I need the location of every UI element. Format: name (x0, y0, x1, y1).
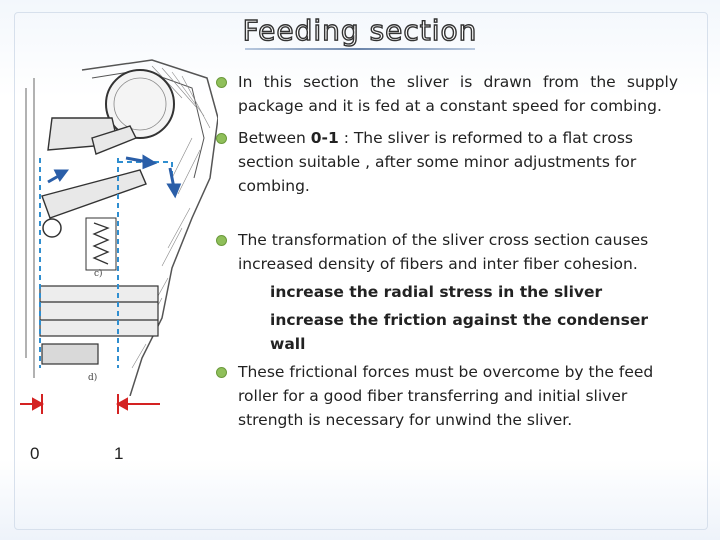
bullet-dot-icon (216, 133, 227, 144)
bullet-item (216, 228, 678, 276)
slide-title: Feeding section (242, 14, 478, 47)
bullet-dot-icon (216, 367, 227, 378)
title-underline (245, 48, 475, 50)
top-roller (106, 70, 174, 138)
section-markers (20, 392, 170, 416)
bullet-suffix: : The sliver is reformed to a flat cross section suitable , after some minor adjustments for combing. (238, 129, 637, 195)
svg-text:d): d) (88, 373, 98, 383)
bullet-item (216, 126, 678, 198)
feed-arm (42, 118, 146, 218)
marker-label-0: 0 (30, 444, 40, 463)
bullet-text: In this section the sliver is drawn from the supply package and it is fed at a constant speed for combing. (238, 73, 678, 115)
bullet-bold-range: 0-1 (310, 129, 339, 147)
sub-point: increase the radial stress in the sliver (270, 283, 603, 301)
bullet-text: These frictional forces must be overcome by the feed roller for a good fiber transferring and initial sliver strength is necessary for unwind the sliver. (238, 363, 654, 429)
feeding-section-diagram (22, 58, 218, 396)
lower-plate (40, 286, 158, 364)
bullet-dot-icon (216, 235, 227, 246)
sub-point: increase the friction against the condenser wall (270, 311, 648, 353)
bullet-text: The transformation of the sliver cross section causes increased density of fibers and inter fiber cohesion. (238, 231, 649, 273)
spring (94, 223, 108, 264)
bullet-dot-icon (216, 77, 227, 88)
pivot (43, 219, 61, 237)
svg-text:c): c) (94, 269, 103, 279)
marker-label-1: 1 (114, 444, 124, 463)
bullet-prefix: Between (238, 129, 311, 147)
bullet-item (216, 70, 678, 118)
bullet-item (216, 360, 678, 432)
bullet-list (216, 70, 678, 432)
